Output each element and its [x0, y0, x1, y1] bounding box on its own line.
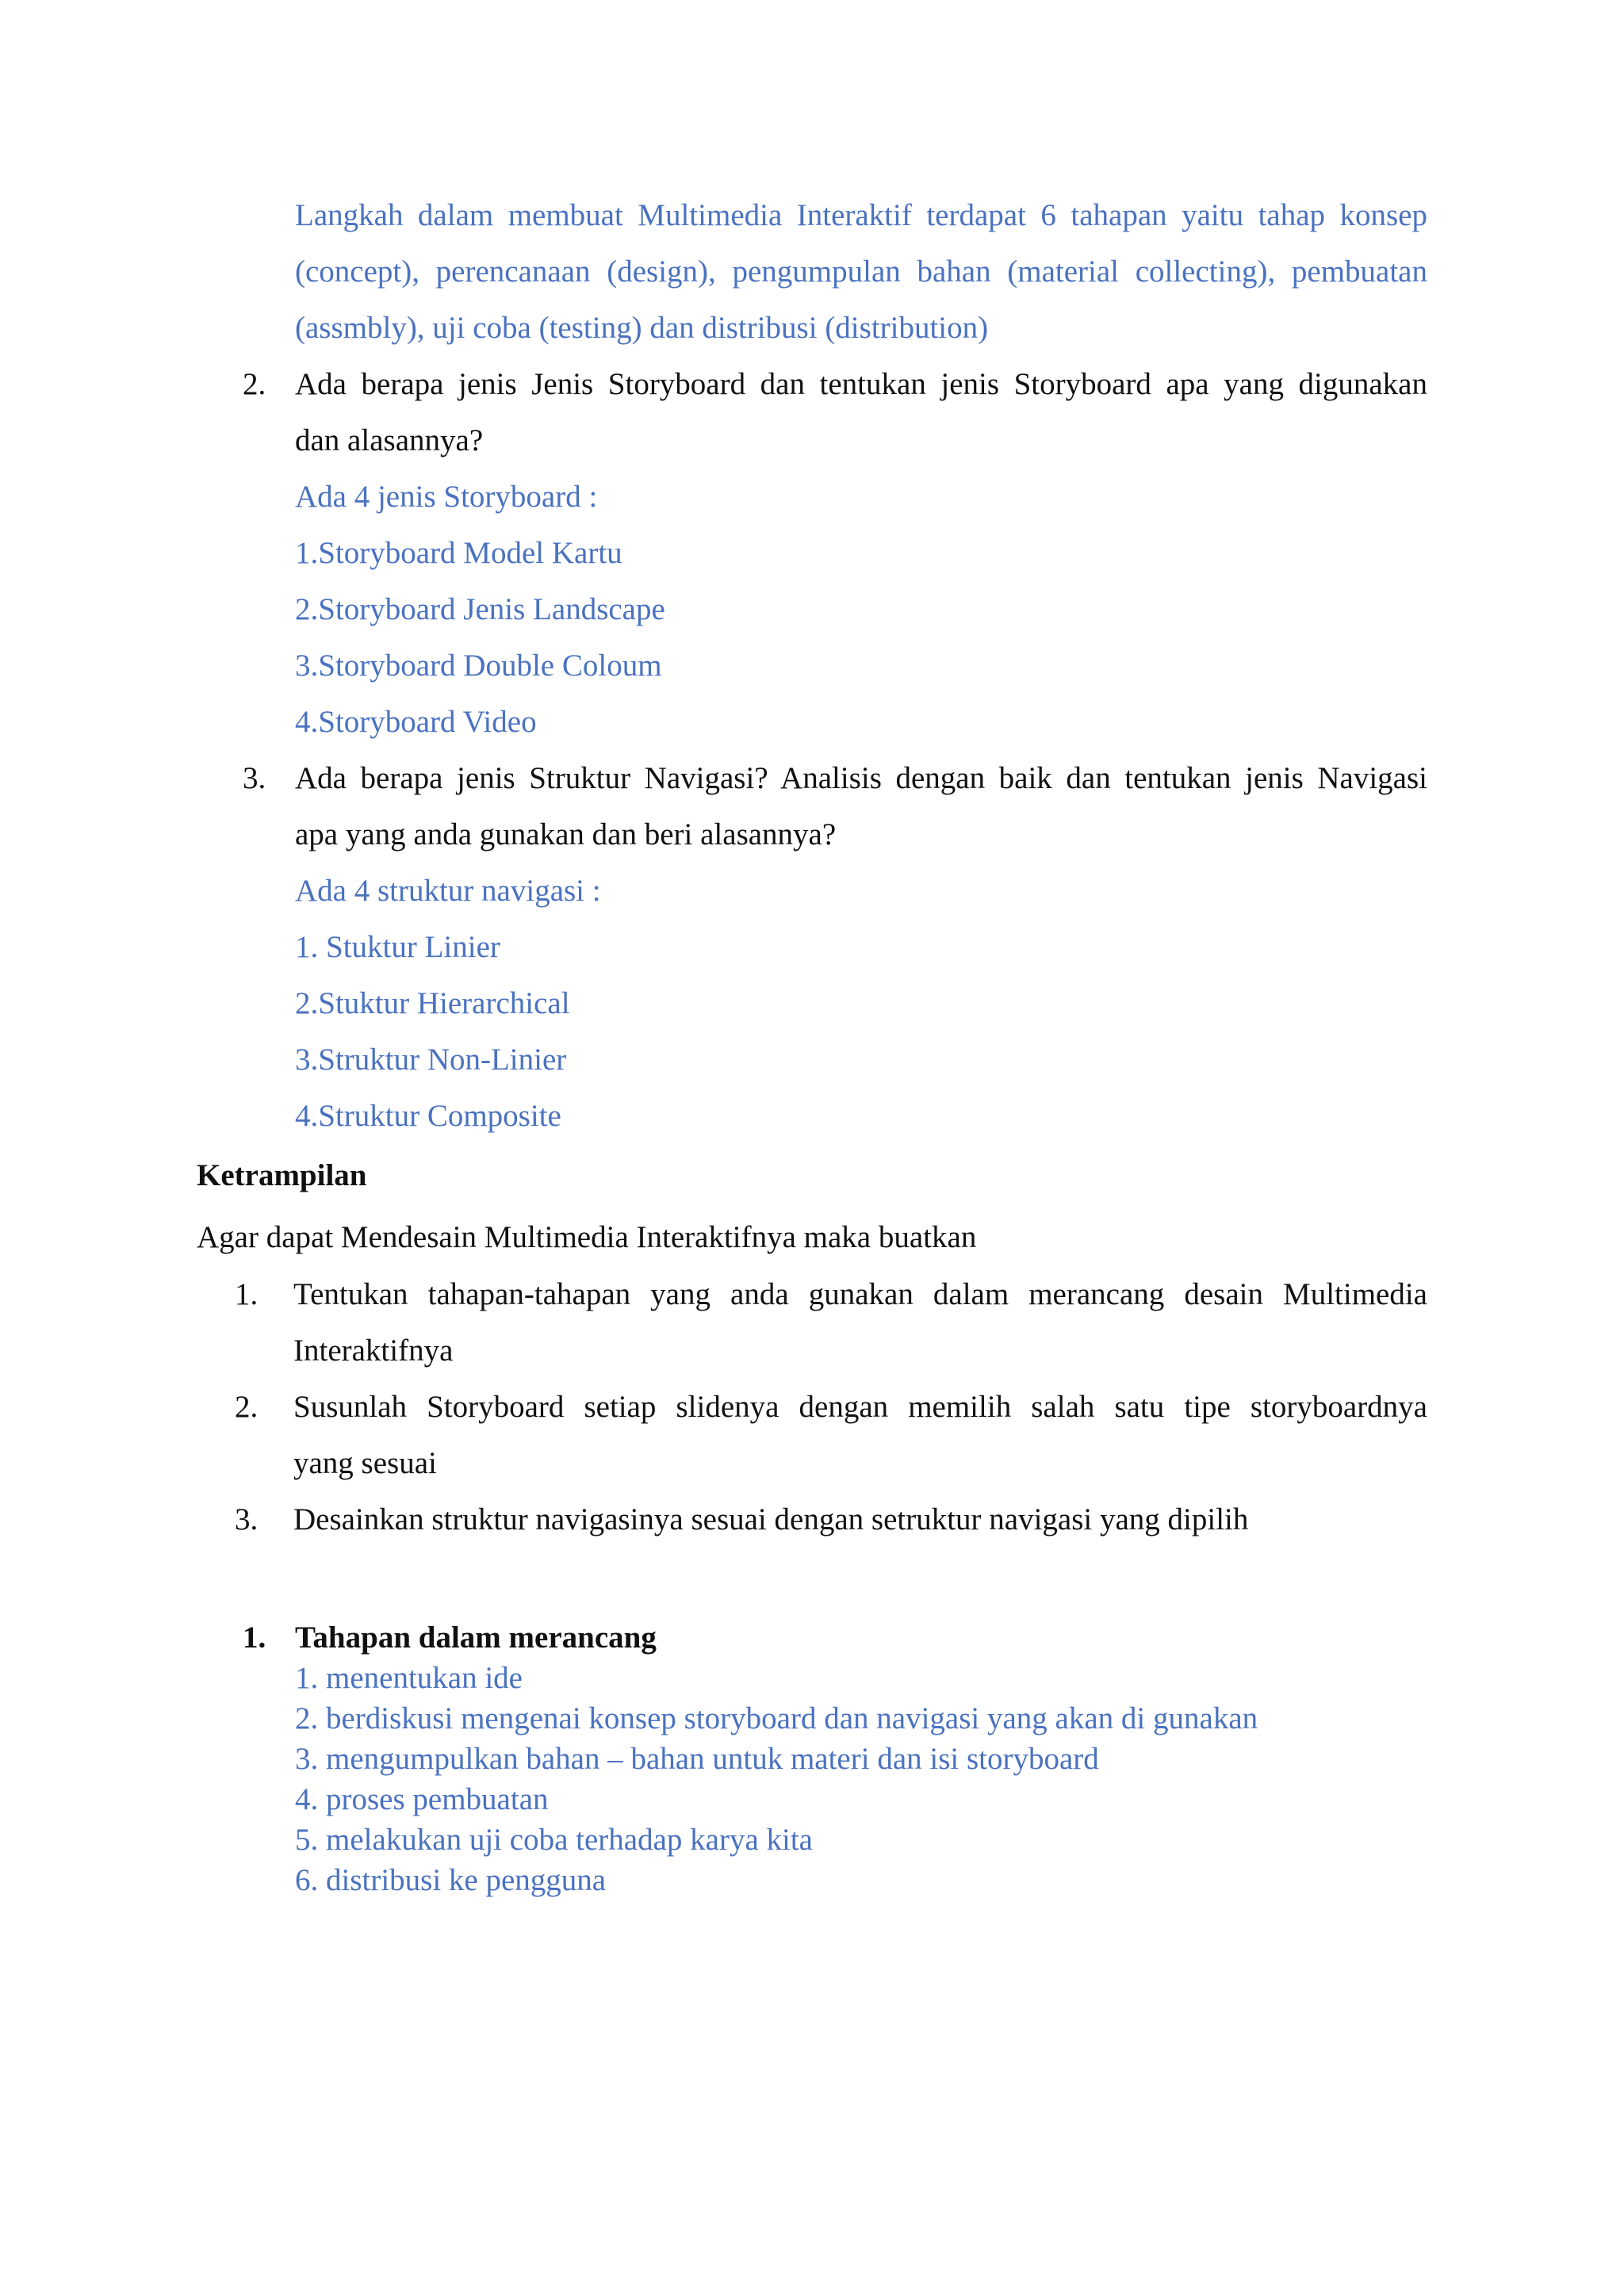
answer-1-step: 6. distribusi ke pengguna [295, 1863, 607, 1897]
question-3-line-2: apa yang anda gunakan dan beri alasannya? [295, 817, 837, 851]
question-3-answer-intro: Ada 4 struktur navigasi : [295, 874, 601, 908]
skills-item-line-2: Interaktifnya [293, 1334, 454, 1368]
skills-heading: Ketrampilan [197, 1158, 367, 1192]
q1-answer-line-3: (assmbly), uji coba (testing) dan distribusi (distribution) [295, 311, 989, 345]
skills-intro: Agar dapat Mendesain Multimedia Interaktifnya maka buatkan [197, 1220, 977, 1254]
question-2-line-2: dan alasannya? [295, 423, 484, 457]
question-3-answer-item: 3.Struktur Non-Linier [295, 1043, 567, 1077]
question-3-number: 3. [243, 761, 266, 795]
skills-item-line-2: yang sesuai [293, 1446, 437, 1480]
skills-item-line-1: Susunlah Storyboard setiap slidenya dengan memilih salah satu tipe storyboardnya [293, 1390, 1427, 1424]
answer-1-step: 5. melakukan uji coba terhadap karya kita [295, 1823, 813, 1857]
question-3-answer-item: 1. Stuktur Linier [295, 930, 500, 964]
question-3-answer-item: 2.Stuktur Hierarchical [295, 986, 570, 1020]
q1-answer-line-2: (concept), perencanaan (design), pengumpulan bahan (material collecting), pembuatan [295, 254, 1427, 289]
question-2-answer-item: 1.Storyboard Model Kartu [295, 536, 622, 570]
answer-1-step: 4. proses pembuatan [295, 1782, 549, 1816]
question-2-number: 2. [243, 367, 266, 401]
skills-item-line-1: Desainkan struktur navigasinya sesuai dengan setruktur navigasi yang dipilih [293, 1502, 1249, 1536]
question-2-answer-item: 2.Storyboard Jenis Landscape [295, 592, 665, 626]
answer-1-number: 1. [243, 1621, 266, 1655]
question-2-line-1: Ada berapa jenis Jenis Storyboard dan tentukan jenis Storyboard apa yang digunakan [295, 367, 1427, 401]
answer-1-step: 2. berdiskusi mengenai konsep storyboard dan navigasi yang akan di gunakan [295, 1701, 1258, 1735]
answer-1-step: 3. mengumpulkan bahan – bahan untuk materi dan isi storyboard [295, 1742, 1099, 1776]
question-3-line-1: Ada berapa jenis Struktur Navigasi? Analisis dengan baik dan tentukan jenis Navigasi [295, 761, 1427, 795]
skills-item-number: 2. [235, 1390, 259, 1424]
question-2-answer-item: 4.Storyboard Video [295, 705, 537, 739]
question-2-answer-item: 3.Storyboard Double Coloum [295, 649, 662, 683]
skills-item-line-1: Tentukan tahapan-tahapan yang anda gunakan dalam merancang desain Multimedia [293, 1277, 1427, 1311]
answer-1-step: 1. menentukan ide [295, 1661, 523, 1695]
skills-item-number: 1. [235, 1277, 259, 1311]
q1-answer-line-1: Langkah dalam membuat Multimedia Interaktif terdapat 6 tahapan yaitu tahap konsep [295, 198, 1427, 232]
question-2-answer-intro: Ada 4 jenis Storyboard : [295, 480, 598, 514]
skills-item-number: 3. [235, 1502, 259, 1536]
question-3-answer-item: 4.Struktur Composite [295, 1099, 561, 1133]
answer-1-heading: Tahapan dalam merancang [295, 1621, 657, 1655]
